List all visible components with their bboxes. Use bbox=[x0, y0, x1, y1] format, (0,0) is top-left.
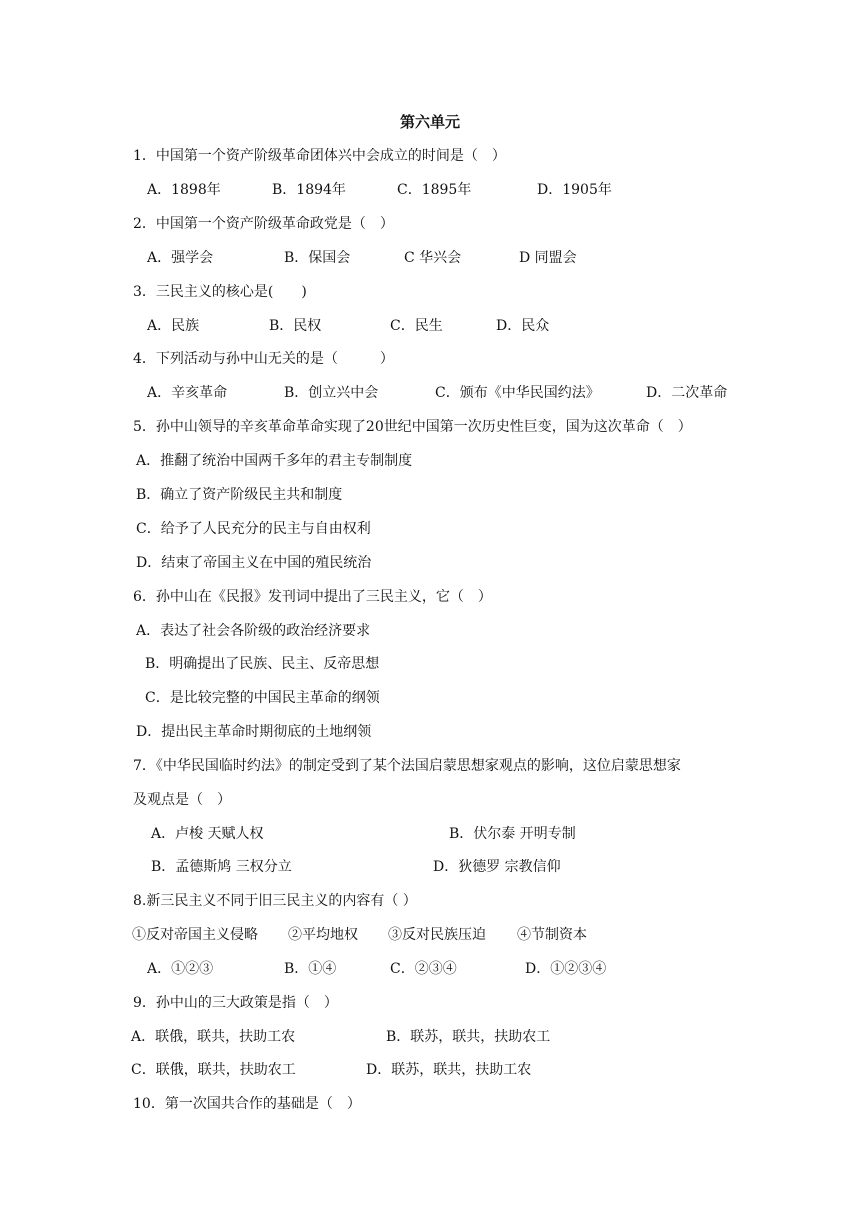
question-6-option-c: C．是比较完整的中国民主革命的纲领 bbox=[145, 690, 380, 706]
question-7-option-b: B．伏尔泰 开明专制 bbox=[449, 826, 576, 842]
question-4-stem: 4．下列活动与孙中山无关的是（ ） bbox=[133, 351, 394, 367]
page-title: 第六单元 bbox=[400, 113, 461, 131]
question-8-option-c: C．②③④ bbox=[390, 961, 457, 977]
question-7-option-d: D．狄德罗 宗教信仰 bbox=[433, 859, 561, 875]
question-7-stem-continued: 及观点是（ ） bbox=[133, 792, 231, 808]
question-9-option-b: B．联苏，联共，扶助农工 bbox=[386, 1029, 551, 1045]
question-8-item-1: ①反对帝国主义侵略 bbox=[132, 927, 258, 943]
question-2-option-a: A．强学会 bbox=[147, 250, 214, 266]
question-3-option-a: A．民族 bbox=[147, 318, 200, 334]
question-8-stem: 8.新三民主义不同于旧三民主义的内容有（ ） bbox=[133, 893, 417, 909]
question-2-option-b: B．保国会 bbox=[284, 250, 351, 266]
question-7-option-c: B．孟德斯鸠 三权分立 bbox=[151, 859, 292, 875]
question-8-item-2: ②平均地权 bbox=[288, 927, 358, 943]
question-3-option-d: D．民众 bbox=[496, 318, 550, 334]
question-1-option-c: C．1895年 bbox=[397, 182, 472, 198]
question-1-option-a: A．1898年 bbox=[147, 182, 221, 198]
question-4-option-d: D．二次革命 bbox=[646, 385, 728, 401]
question-5-option-c: C．给予了人民充分的民主与自由权利 bbox=[136, 521, 371, 537]
question-8-item-4: ④节制资本 bbox=[517, 927, 587, 943]
question-6-stem: 6．孙中山在《民报》发刊词中提出了三民主义，它（ ） bbox=[133, 589, 492, 605]
question-5-option-a: A．推翻了统治中国两千多年的君主专制制度 bbox=[136, 453, 413, 469]
question-8-option-a: A．①②③ bbox=[147, 961, 214, 977]
question-2-option-d: D 同盟会 bbox=[519, 250, 577, 266]
question-5-stem: 5．孙中山领导的辛亥革命革命实现了20世纪中国第一次历史性巨变，国为这次革命（ ） bbox=[133, 419, 692, 435]
question-3-option-c: C．民生 bbox=[390, 318, 443, 334]
question-6-option-d: D．提出民主革命时期彻底的土地纲领 bbox=[136, 724, 372, 740]
question-5-option-b: B．确立了资产阶级民主共和制度 bbox=[136, 487, 343, 503]
question-9-option-a: A．联俄，联共，扶助工农 bbox=[131, 1029, 296, 1045]
question-1-option-d: D．1905年 bbox=[537, 182, 612, 198]
question-5-option-d: D．结束了帝国主义在中国的殖民统治 bbox=[136, 555, 372, 571]
question-3-option-b: B．民权 bbox=[269, 318, 322, 334]
question-1-option-b: B．1894年 bbox=[272, 182, 346, 198]
question-8-option-b: B．①④ bbox=[284, 961, 337, 977]
question-4-option-c: C．颁布《中华民国约法》 bbox=[435, 385, 600, 401]
question-3-stem: 3．三民主义的核心是( ) bbox=[133, 284, 307, 300]
question-8-item-3: ③反对民族压迫 bbox=[388, 927, 486, 943]
question-10-stem: 10．第一次国共合作的基础是（ ） bbox=[133, 1096, 361, 1112]
question-7-stem: 7．《中华民国临时约法》的制定受到了某个法国启蒙思想家观点的影响，这位启蒙思想家 bbox=[133, 758, 681, 774]
question-6-option-a: A．表达了社会各阶级的政治经济要求 bbox=[136, 623, 371, 639]
question-9-stem: 9．孙中山的三大政策是指（ ） bbox=[133, 995, 338, 1011]
question-7-option-a: A．卢梭 天赋人权 bbox=[151, 826, 264, 842]
question-4-option-a: A．辛亥革命 bbox=[147, 385, 228, 401]
question-1-stem: 1．中国第一个资产阶级革命团体兴中会成立的时间是（ ） bbox=[133, 148, 506, 164]
question-2-stem: 2．中国第一个资产阶级革命政党是（ ） bbox=[133, 216, 394, 232]
question-2-option-c: C 华兴会 bbox=[404, 250, 462, 266]
question-9-option-d: D．联苏，联共，扶助工农 bbox=[366, 1062, 532, 1078]
question-6-option-b: B．明确提出了民族、民主、反帝思想 bbox=[145, 656, 380, 672]
question-8-option-d: D．①②③④ bbox=[525, 961, 607, 977]
question-9-option-c: C．联俄，联共，扶助农工 bbox=[131, 1062, 296, 1078]
question-4-option-b: B．创立兴中会 bbox=[284, 385, 379, 401]
